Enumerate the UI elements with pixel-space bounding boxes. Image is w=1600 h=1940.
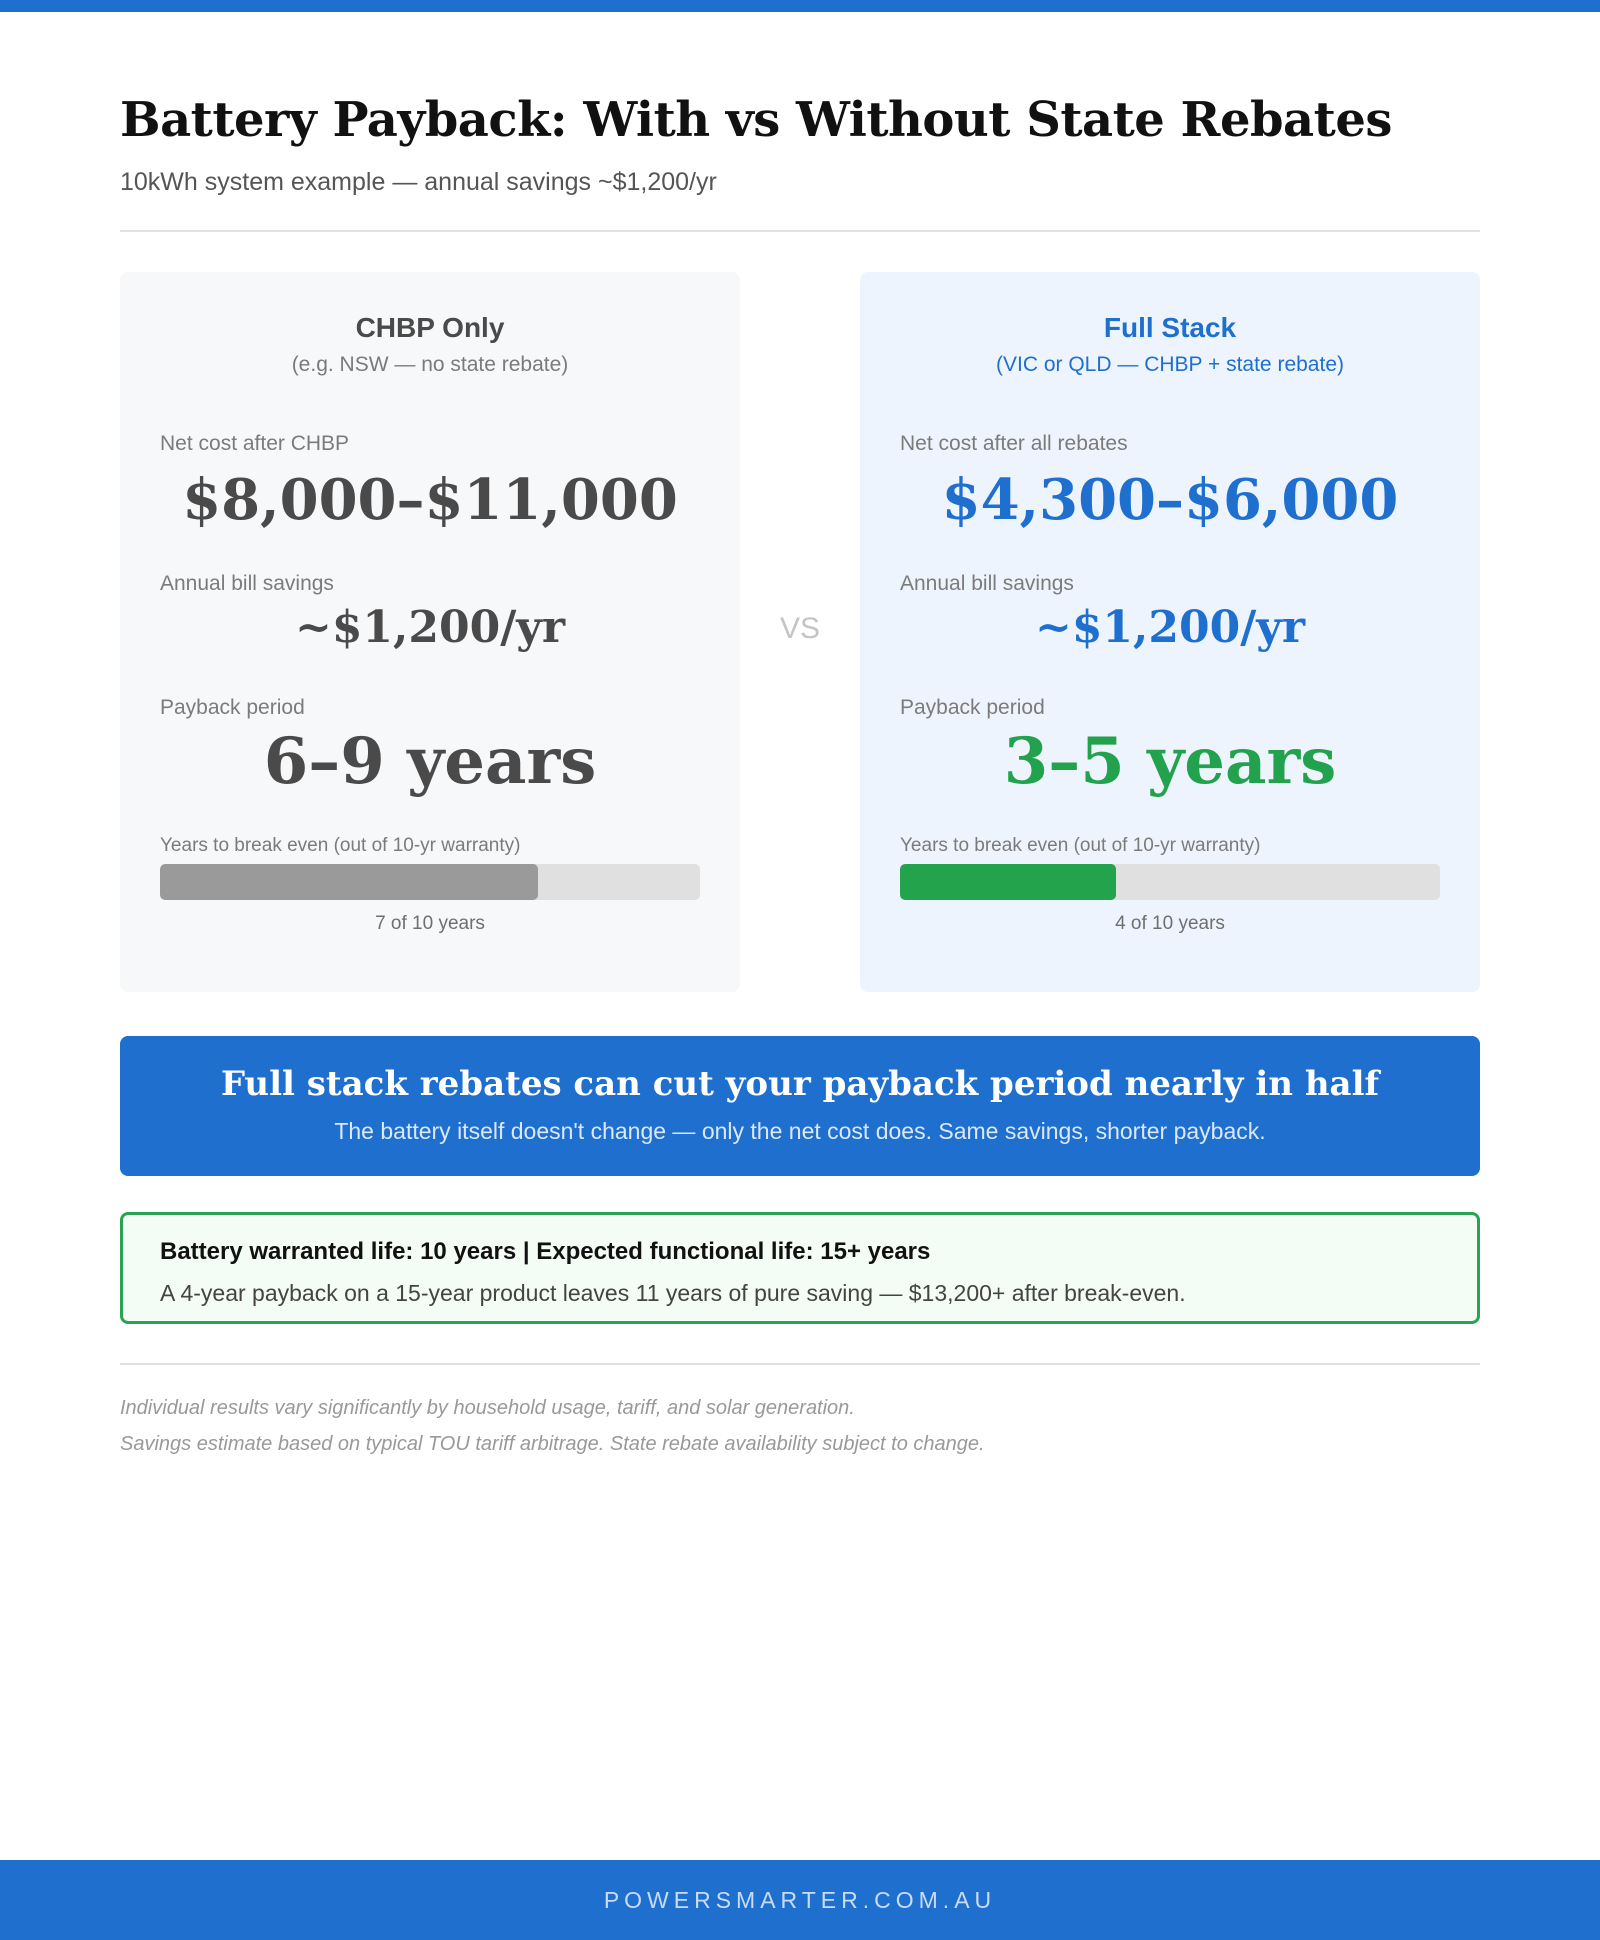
footer-divider <box>120 1363 1480 1365</box>
page-subtitle: 10kWh system example — annual savings ~$1,200/yr <box>120 168 717 196</box>
battery-life-callout <box>120 1212 1480 1324</box>
battery-life-body: A 4-year payback on a 15-year product leaves 11 years of pure saving — $13,200+ after break-even. <box>160 1280 1186 1306</box>
banner-headline: Full stack rebates can cut your payback period nearly in half <box>220 1064 1380 1104</box>
card-subtitle: (e.g. NSW — no state rebate) <box>291 353 569 376</box>
payback-value: 6–9 years <box>263 724 597 799</box>
battery-life-headline: Battery warranted life: 10 years | Expected functional life: 15+ years <box>160 1238 931 1265</box>
payback-label: Payback period <box>160 696 305 719</box>
break-even-bar-caption: 4 of 10 years <box>1115 913 1225 934</box>
savings-label: Annual bill savings <box>900 572 1074 595</box>
net-cost-label: Net cost after all rebates <box>900 432 1128 455</box>
card-subtitle: (VIC or QLD — CHBP + state rebate) <box>996 353 1344 376</box>
savings-label: Annual bill savings <box>160 572 334 595</box>
vs-label: VS <box>779 612 821 645</box>
footer-bar <box>0 1860 1600 1940</box>
header-divider <box>120 230 1480 232</box>
break-even-bar-track <box>160 864 700 900</box>
net-cost-value: $8,000–$11,000 <box>182 467 678 533</box>
net-cost-label: Net cost after CHBP <box>160 432 350 455</box>
savings-value: ~$1,200/yr <box>294 602 566 653</box>
card-chbp-only <box>120 272 740 992</box>
top-accent-bar <box>0 0 1600 12</box>
break-even-bar-track <box>900 864 1440 900</box>
disclaimer-line: Individual results vary significantly by household usage, tariff, and solar generation. <box>120 1397 855 1419</box>
break-even-bar-caption: 7 of 10 years <box>375 913 485 934</box>
card-title: CHBP Only <box>355 312 505 343</box>
disclaimer-line: Savings estimate based on typical TOU tariff arbitrage. State rebate availability subject to change. <box>120 1433 985 1455</box>
break-even-bar-label: Years to break even (out of 10-yr warranty) <box>900 835 1261 856</box>
break-even-bar-label: Years to break even (out of 10-yr warranty) <box>160 835 521 856</box>
page-title: Battery Payback: With vs Without State Rebates <box>120 92 1392 148</box>
card-title: Full Stack <box>1103 312 1237 343</box>
break-even-bar-fill <box>900 864 1116 900</box>
break-even-bar-fill <box>160 864 538 900</box>
payback-value: 3–5 years <box>1003 724 1337 799</box>
footer-site-link[interactable]: POWERSMARTER.COM.AU <box>603 1887 997 1913</box>
banner-subline: The battery itself doesn't change — only the net cost does. Same savings, shorter payback. <box>334 1118 1266 1144</box>
card-full-stack <box>860 272 1480 992</box>
key-takeaway-banner <box>120 1036 1480 1176</box>
savings-value: ~$1,200/yr <box>1034 602 1306 653</box>
net-cost-value: $4,300–$6,000 <box>941 467 1399 533</box>
payback-label: Payback period <box>900 696 1045 719</box>
